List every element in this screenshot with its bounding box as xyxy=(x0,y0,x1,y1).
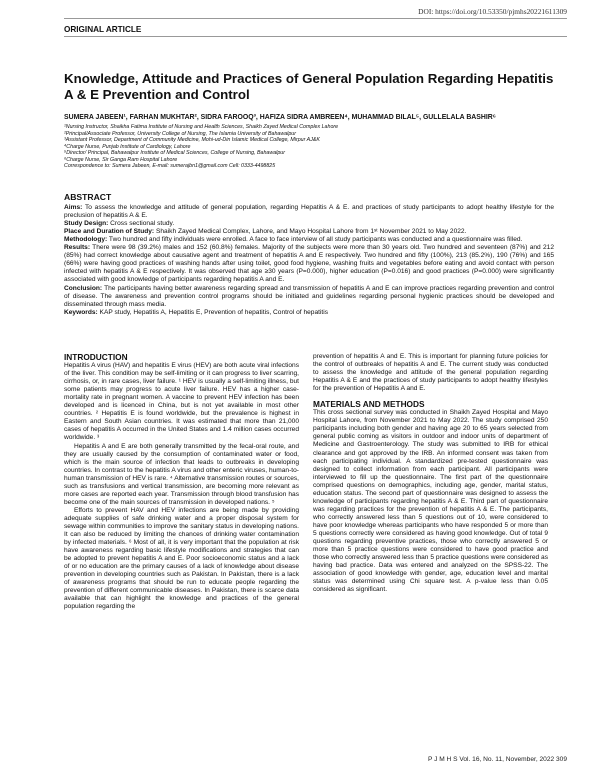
affiliation: ²Principal/Associate Professor, University College of Nursing, The Islamia University of Bahawalpur xyxy=(64,130,296,137)
aims-label: Aims: xyxy=(64,204,83,212)
correspondence: Correspondence to: Sumera Jabeen, E-mail: sumerajbn1@gmail.com Cell: 0333-4498825 xyxy=(64,163,276,169)
page-footer: P J M H S Vol. 16, No. 11, November, 2022 309 xyxy=(427,756,567,763)
intro-paragraph: Hepatitis A virus (HAV) and hepatitis E virus (HEV) are both acute viral infections of the liver. This condition may be self-limiting or it can progress to liver scarring, cirrhosis, or, in rare cases, liver failure. ¹ HEV is usually a self-limiting illness, but some patients may progress to acute liver failure. HEV has a higher case-mortality rate in pregnant women. A vaccine to prevent HEV infection has been developed and is licenced in China, but is not yet available in most other countries. ² Hepatitis E is found worldwide, but the prevalence is highest in Eastern and South Asian countries. It was estimated that more than 21,000 cases of hepatitis A occurred in the United States and 1.4 million cases occurred worldwide. ³ xyxy=(64,362,299,442)
affiliation: ⁴Charge Nurse, Punjab Institute of Cardiology, Lahore xyxy=(64,143,191,150)
aims-text: To assess the knowledge and attitude of general population, regarding Hepatitis A & E. and practices of study participants to adopt healthy lifestyle for the preclusion of hepatitis A & E. xyxy=(64,204,554,220)
affiliation: ³Assistant Professor, Department of Community Medicine, Mohi-ud-Din Islamic Medical College, Mirpur AJ&K xyxy=(64,137,320,143)
abstract-design xyxy=(64,220,554,228)
abstract-conclusion xyxy=(64,285,554,309)
right-column xyxy=(313,353,548,594)
article-type-rule xyxy=(64,36,567,37)
conclusion-label: Conclusion: xyxy=(64,284,103,292)
abstract-section xyxy=(64,193,554,317)
abstract-methodology xyxy=(64,236,554,244)
doi-link[interactable]: DOI: https://doi.org/10.53350/pjmhs20221611309 xyxy=(418,7,567,16)
keywords-label: Keywords: xyxy=(64,308,98,316)
abstract-heading: ABSTRACT xyxy=(64,192,112,202)
intro-continuation: prevention of hepatitis A and E. This is important for planning future policies for the control of outbreaks of hepatitis A and E. The current study was conducted to assess the knowledge and attitude of the general population regarding Hepatitis A & E and the practices of study participants to adopt healthy lifestyles for the prevention of Hepatitis A and E. xyxy=(313,353,548,393)
place-text: Shaikh Zayed Medical Complex, Lahore, and Mayo Hospital Lahore from 1ˢᵗ November 2021 to May 2022. xyxy=(154,228,467,236)
place-label: Place and Duration of Study: xyxy=(64,228,155,236)
left-column xyxy=(64,353,299,612)
abstract-aims xyxy=(64,204,554,220)
article-title: Knowledge, Attitude and Practices of General Population Regarding Hepatitis A & E Prevention and Control xyxy=(64,71,554,103)
article-type: ORIGINAL ARTICLE xyxy=(64,25,142,34)
keywords-text: KAP study, Hepatitis A, Hepatitis E, Prevention of hepatitis, Control of hepatitis xyxy=(97,308,329,316)
intro-paragraph: Efforts to prevent HAV and HEV infections are being made by providing adequate supplies of safe drinking water and a proper disposal system for sewage within communities to improve the sanitary status in developing nations. It can also be reduced by limiting the chances of drinking water contamination by infected materials. ⁶ Most of all, it is very important that the population at risk have awareness regarding basic lifestyle modifications and strategies that can be adopted to prevent hepatitis A and E. Poor socioeconomic status and a lack of or no education are the primary causes of a lack of knowledge about disease prevention in developing countries such as Pakistan. In Pakistan, there is a lack of awareness programs that should be run to educate people regarding the prevention of different communicable diseases. In Pakistan, there is scarce data available that can highlight the knowledge and practices of the general population regarding the xyxy=(64,506,299,611)
conclusion-text: The participants having better awareness regarding spread and transmission of hepatitis A and E can improve practices regarding prevention and control of disease. The awareness and prevention control programs should be initiated and guidelines regarding personal hygienic practices should be developed and disseminated through mass media. xyxy=(64,284,554,308)
design-text: Cross sectional study. xyxy=(108,220,175,228)
methods-heading: MATERIALS AND METHODS xyxy=(313,399,425,410)
methodology-label: Methodology: xyxy=(64,236,108,244)
abstract-place xyxy=(64,228,554,236)
methodology-text: Two hundred and fifty individuals were enrolled. A face to face interview of all study participants was conducted and a questionnaire was filled. xyxy=(107,236,523,244)
methods-paragraph: This cross sectional survey was conducted in Shaikh Zayed Hospital and Mayo Hospital Lahore, from November 2021 to May 2022. The study comprised 250 participants including both gender and having age 20 to 65 years selected from general public coming as visitors in outdoor and indoor units of department of Medicine and Gastroenterology. The study was submitted to IRB for ethical clearance and got approved by the IRB. An informed consent was taken from each participating individual. A standardized pre-tested questionnaire was designed to collect information from each participant. All participants were interviewed to fill up the questionnaire. The first part of the questionnaire comprised questions on demographics, including age, gender, marital status, education status. The second part of questionnaire was designed to assess the knowledge of participants regarding hepatitis A & E. Third part of questionnaire was regarding practices for the prevention of hepatitis A & E. The participants, who correctly answered less than 5 questions out of 10, were considered to have poor knowledge whereas participants who have responded 5 or more than 5 questions correctly were considered as having good knowledge. Out of total 9 questions regarding preventive practices, those who correctly answered 5 or more than 5 practice questions were considered to have good practice and those who correctly answered less than 5 practice questions were considered as having bad practice. Data was entered and analyzed on the SPSS-22. The association of good knowledge with gender, age, education level and marital status was determined using Chi square test. A p-value less than 0.05 considered as significant. xyxy=(313,409,548,594)
affiliation: ⁶Charge Nurse, Sir Ganga Ram Hospital Lahore xyxy=(64,156,178,163)
header-rule xyxy=(64,18,567,19)
results-label: Results: xyxy=(64,244,91,252)
affiliations xyxy=(64,124,338,170)
affiliation: ⁵Director/ Principal, Bahawalpur Institute of Medical Sciences, College of Nursing, Bahawalpur xyxy=(64,150,285,156)
design-label: Study Design: xyxy=(64,220,109,228)
author-list: SUMERA JABEEN¹, FARHAN MUKHTAR², SIDRA FAROOQ³, HAFIZA SIDRA AMBREEN⁴, MUHAMMAD BILAL⁵, GULLELALA BASHIR⁶ xyxy=(64,114,496,121)
results-text: There were 98 (39.2%) males and 152 (60.8%) females. Majority of the subjects were more than 30 years old. Two hundred and seventeen (87%) and 212 (85%) had correct knowledge about causative agent and treatment of hepatitis A and E respectively. Two hundred and fifty (100%), 213 (85.2%), 190 (76%) and 165 (66%) were having good practices of washing hands after using toilet, good food hygiene, washing fruits and vegetables before eating and avoid contact with person infected with hepatitis A & E respectively. It was observed that age ≥30 years (P=0.000), higher education (P=0.016) and good practices (P=0.000) were significantly associated with good knowledge of participants regarding hepatitis A and E. xyxy=(64,244,554,284)
abstract-keywords xyxy=(64,309,554,317)
introduction-heading: INTRODUCTION xyxy=(64,352,128,362)
intro-paragraph: Hepatitis A and E are both generally transmitted by the fecal-oral route, and they are usually caused by the consumption of contaminated water or food, which is the main source of infection that leads to outbreaks in developing countries. In contrast to the hepatitis A virus and other enteric viruses, human-to-human transmission of HEV is rare. ⁴ Alternative transmission routes or sources, such as transfusions and vertical transmission, are becoming more relevant as more cases are reported each year. Transmission through blood transfusion has become one of the main sources of transmission in developed nations. ⁵ xyxy=(64,442,299,506)
affiliation: ¹Nursing Instructor, Shaikha Fatima Institute of Nursing and Health Sciences, Shaikh Zayed Medical Complex Lahore xyxy=(64,124,339,130)
abstract-results xyxy=(64,244,554,284)
